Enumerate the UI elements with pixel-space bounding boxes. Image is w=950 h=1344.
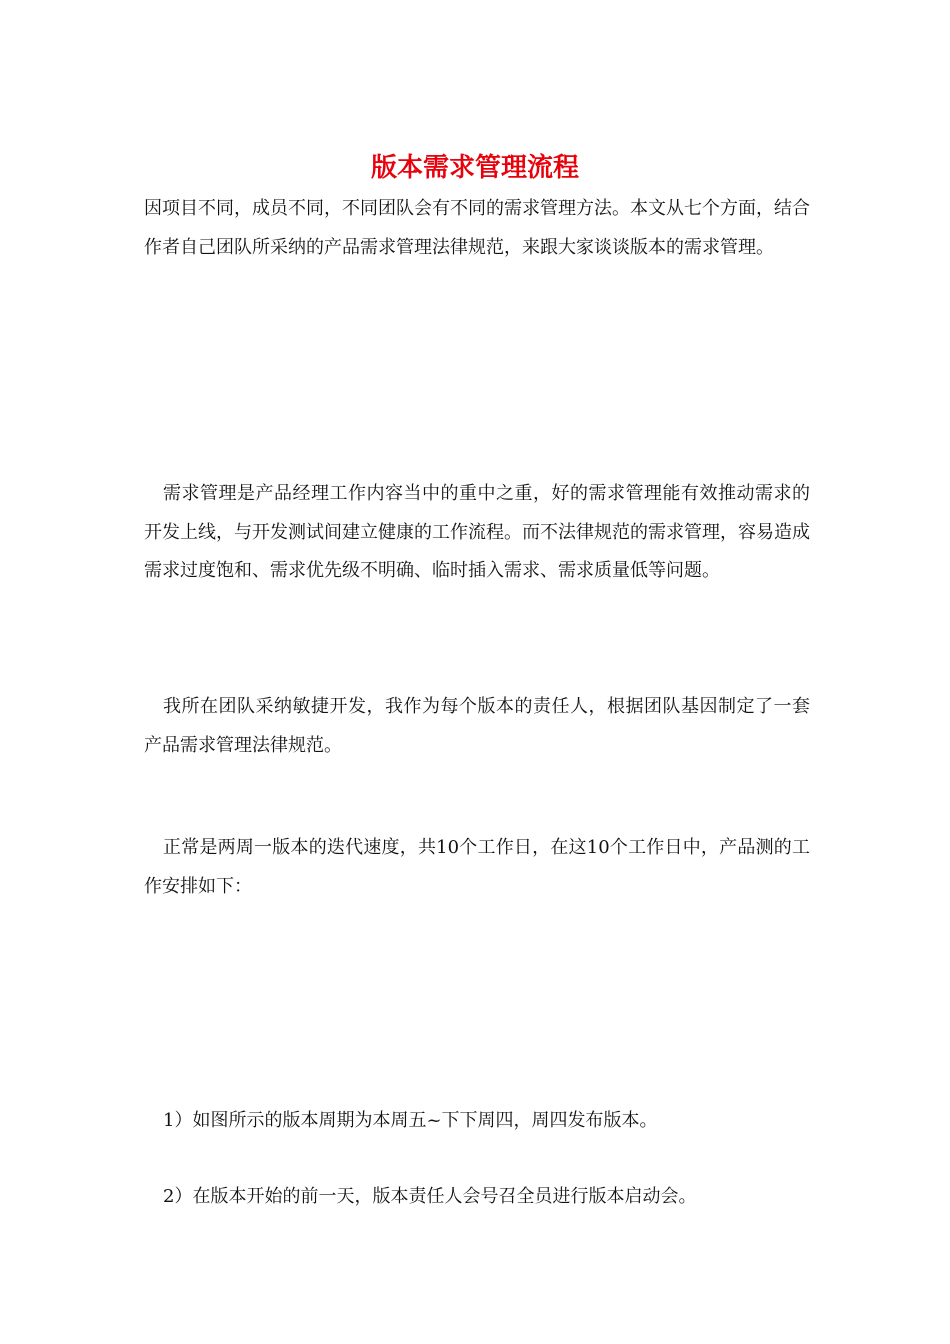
list-item-1: 1）如图所示的版本周期为本周五~下下周四，周四发布版本。 xyxy=(163,1110,658,1131)
body-paragraph-team-agile: 我所在团队采纳敏捷开发，我作为每个版本的责任人，根据团队基因制定了一套产品需求管理法律规范。 xyxy=(144,696,810,756)
intro-paragraph: 因项目不同，成员不同，不同团队会有不同的需求管理方法。本文从七个方面，结合作者自己团队所采纳的产品需求管理法律规范，来跟大家谈谈版本的需求管理。 xyxy=(144,198,810,258)
body-paragraph-iteration: 正常是两周一版本的迭代速度，共10个工作日，在这10个工作日中，产品测的工作安排如下： xyxy=(144,837,810,897)
list-item-2: 2）在版本开始的前一天，版本责任人会号召全员进行版本启动会。 xyxy=(163,1186,697,1207)
document-title: 版本需求管理流程 xyxy=(370,153,579,183)
body-paragraph-requirements: 需求管理是产品经理工作内容当中的重中之重，好的需求管理能有效推动需求的开发上线，与开发测试间建立健康的工作流程。而不法律规范的需求管理，容易造成需求过度饱和、需求优先级不明确、临时插入需求、需求质量低等问题。 xyxy=(144,483,810,581)
